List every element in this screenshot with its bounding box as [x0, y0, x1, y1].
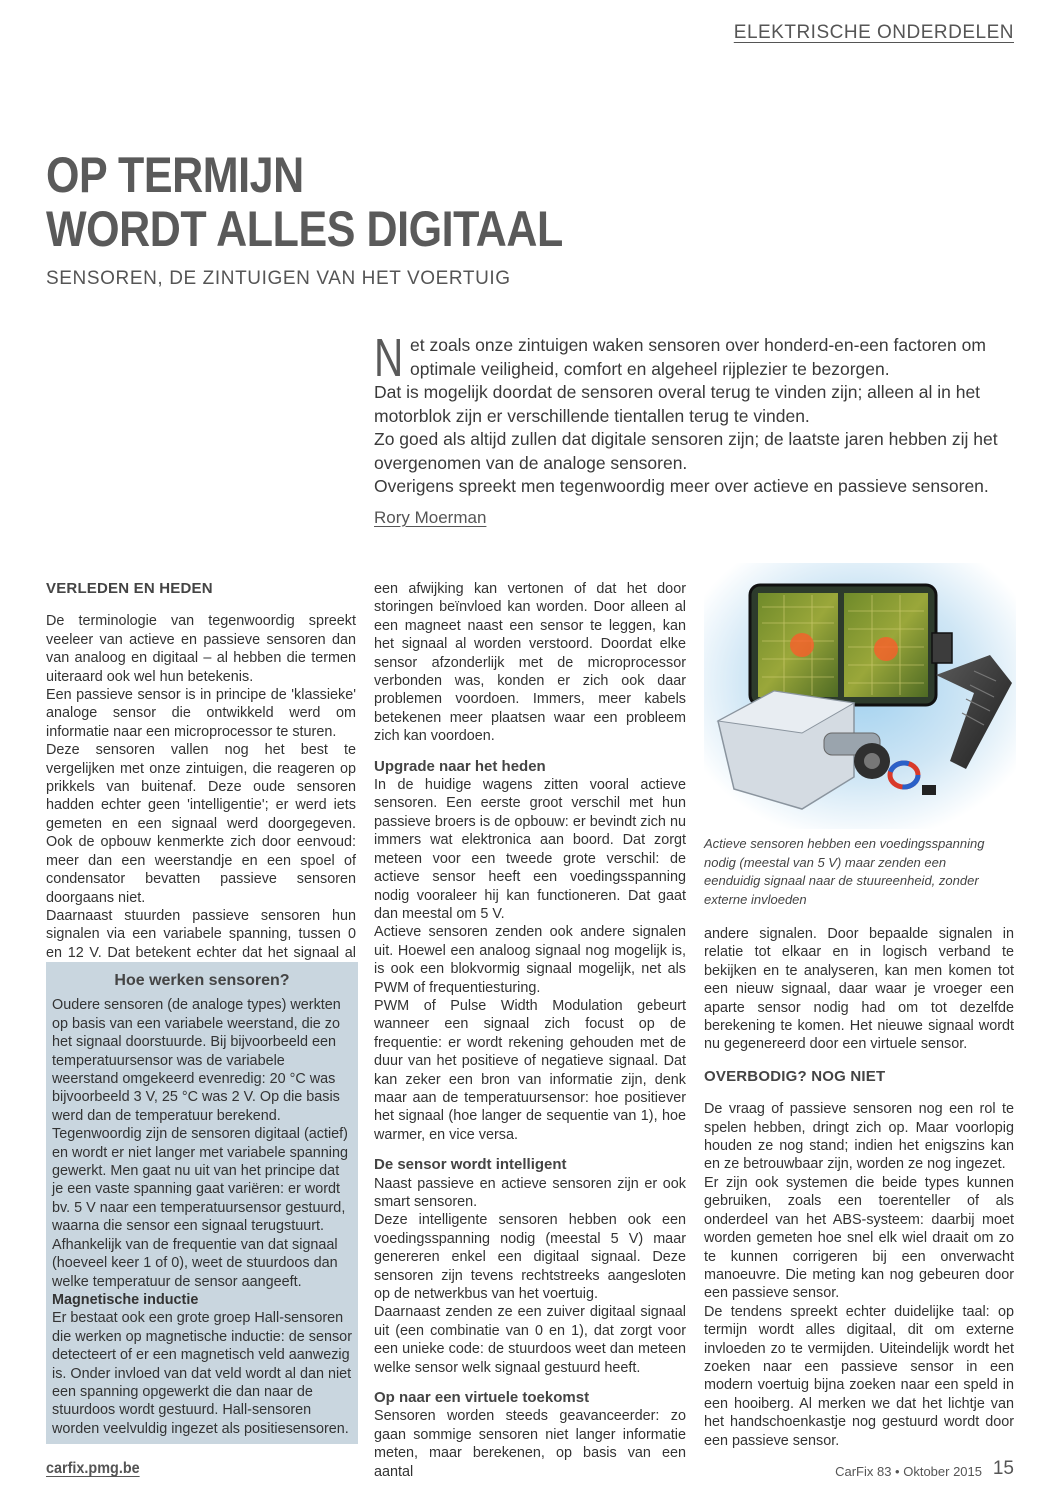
- body-paragraph: In de huidige wagens zitten vooral actieve sensoren. Een eerste groot verschil met hun passieve broers is de opbouw: er bevindt zich nu immers wat elektronica aan boord. Dat zorgt meteen voor een tweede grote verschil: de actieve sensor heeft een voedingsspanning nodig vooraleer hij kan functioneren. Dat gaat dan meestal om 5 V.: [374, 777, 686, 922]
- title-line-2: WORDT ALLES DIGITAAL: [46, 201, 563, 257]
- body-paragraph: Daarnaast zenden ze een zuiver digitaal signaal uit (een combinatie van 0 en 1), dat zorgt voor een unieke code: de stuurdoos weet dan meteen welke sensor welk signaal gestuurd heeft.: [374, 1304, 686, 1376]
- drop-cap: N: [374, 328, 404, 388]
- column-1: [46, 580, 356, 981]
- body-paragraph: Daarnaast stuurden passieve sensoren hun signalen via een variabele spanning, tussen 0 en 12 V. Dat betekent echter dat het signaal al: [46, 907, 356, 961]
- column-3: [704, 925, 1014, 1450]
- body-paragraph: Een passieve sensor is in principe de 'klassieke' analoge sensor die ontwikkeld werd om informatie naar een microprocessor te sturen.: [46, 687, 356, 740]
- article-title: [46, 148, 648, 256]
- page-number: 15: [992, 1458, 1014, 1479]
- circuit-board: [750, 585, 952, 705]
- section-label: ELEKTRISCHE ONDERDELEN: [733, 22, 1014, 43]
- intro-text-1: et zoals onze zintuigen waken sensoren over honderd-en-een factoren om optimale veiligheid, comfort en algeheel rijplezier te bezorgen.: [410, 335, 986, 379]
- body-paragraph: andere signalen. Door bepaalde signalen in relatie tot elkaar en in logisch verband te bekijken en te analyseren, kan men komen tot een nieuw signaal, daar waar je vroeger een aparte sensor nodig had om tot dezelfde berekening te komen. Het nieuwe signaal wordt nu gegenereerd door een virtuele sensor.: [704, 926, 1014, 1053]
- body-paragraph: De vraag of passieve sensoren nog een rol te spelen hebben, dringt zich op. Maar voorlopig houden ze nog stand; indien het enigszins kan en ze betrouwbaar zijn, worden ze nog ingezet.: [704, 1101, 1014, 1173]
- section-heading: OVERBODIG? NOG NIET: [704, 1067, 886, 1085]
- author-name[interactable]: Rory Moerman: [374, 508, 487, 527]
- body-paragraph: Sensoren worden steeds geavanceerder: zo gaan sommige sensoren niet langer informatie meten, maar berekenen, op basis van een aantal: [374, 1408, 686, 1480]
- footer-issue: CarFix 83 • Oktober 2015: [835, 1464, 982, 1479]
- body-paragraph: De terminologie van tegenwoordig spreekt veeleer van actieve en passieve sensoren dan van analoog en digitaal – al hebben die termen uiteraard ook wel hun betekenis.: [46, 613, 356, 685]
- box-paragraph: Er bestaat ook een grote groep Hall-sensoren die werken op magnetische inductie: de sensor detecteert of er een magnetisch veld aanwezig is. Onder invloed van dat veld wordt al dan niet een spanning opgewerkt die dan naar de stuurdoos wordt gestuurd. Hall-sensoren worden veelvuldig ingezet als positiesensoren.: [52, 1310, 352, 1437]
- subheading: Upgrade naar het heden: [374, 757, 546, 775]
- subheading: Op naar een virtuele toekomst: [374, 1389, 590, 1407]
- box-subheading: Magnetische inductie: [52, 1291, 199, 1308]
- article-subtitle: SENSOREN, DE ZINTUIGEN VAN HET VOERTUIG: [46, 268, 511, 289]
- intro-text-3: Zo goed als altijd zullen dat digitale sensoren zijn; de laatste jaren hebben zij het overgenomen van de analoge sensoren.: [374, 429, 998, 473]
- column-2: [374, 580, 686, 1481]
- sidebar-box: [46, 962, 358, 1444]
- section-heading: VERLEDEN EN HEDEN: [46, 580, 213, 597]
- figure-caption: Actieve sensoren hebben een voedingsspanning nodig (meestal van 5 V) maar zenden een eenduidig signaal naar de stuureenheid, zonder externe invloeden: [704, 836, 985, 907]
- box-title: Hoe werken sensoren?: [114, 972, 290, 989]
- body-paragraph: Actieve sensoren zenden ook andere signalen uit. Hoewel een analoog signaal nog mogelijk is, is ook een blokvormig signaal mogelijk, net als PWM of frequentiesturing.: [374, 924, 686, 996]
- footer-website-link[interactable]: carfix.pmg.be: [46, 1460, 140, 1477]
- box-paragraph: Tegenwoordig zijn de sensoren digitaal (actief) en wordt er niet langer met variabele spanning gewerkt. Men gaat nu uit van het principe dat je een vaste spanning gaat variëren: er wordt bv. 5 V naar een temperatuursensor gestuurd, waarna die sensor een signaal terugstuurt. Afhankelijk van de frequentie van dat signaal (hoeveel keer 1 of 0), weet de stuurdoos dan welke temperatuur de sensor aangeeft.: [52, 1126, 348, 1290]
- body-paragraph: PWM of Pulse Width Modulation gebeurt wanneer een signaal zich focust op de frequentie: er wordt rekening gehouden met de duur van het positieve of negatieve signaal. Dat kan zeker een bron van informatie zijn, denk maar aan de temperatuursensor: hoe positiever het signaal (hoe langer de sequentie van 1), hoe warmer, en vice versa.: [374, 997, 686, 1143]
- body-paragraph: Naast passieve en actieve sensoren zijn er ook smart sensoren.: [374, 1175, 686, 1210]
- body-paragraph: een afwijking kan vertonen of dat het door storingen beïnvloed kan worden. Door alleen al een magneet naast een sensor te leggen, kan het signaal al worden verstoord. Doordat elke sensor afzonderlijk met de microprocessor verbonden was, konden er zich ook daar problemen voordoen. Immers, meer kabels betekenen meer plaatsen waar een probleem zich kan voordoen.: [374, 581, 686, 745]
- box-paragraph: Oudere sensoren (de analoge types) werkten op basis van een variabele weerstand, die zo het signaal doorstuurde. Bij bijvoorbeeld een temperatuursensor was de variabele weerstand omgekeerd evenredig: 20 °C was bijvoorbeeld 3 V, 25 °C was 2 V. Op die basis werd dan de temperatuur berekend.: [52, 997, 341, 1124]
- subheading: De sensor wordt intelligent: [374, 1156, 567, 1174]
- intro-paragraph: [374, 328, 1014, 499]
- intro-text-4: Overigens spreekt men tegenwoordig meer over actieve en passieve sensoren.: [374, 476, 989, 496]
- title-line-1: OP TERMIJN: [46, 147, 304, 203]
- body-paragraph: De tendens spreekt echter duidelijke taal: op termijn wordt alles digitaal, dit om externe invloeden zo te vermijden. Uiteindelijk wordt het zoeken naar een passieve sensor in een modern voertuig bijna zoeken naar een speld in een hooiberg. Al merken we dat het lichtje van het handschoenkastje nog gestuurd wordt door een passieve sensor.: [704, 1303, 1014, 1449]
- body-paragraph: Deze intelligente sensoren hebben ook een voedingsspanning nodig (meestal 5 V) maar genereren enkel een digitaal signaal. Deze sensoren zijn tevens rechtstreeks aangesloten op de netwerkbus van het voertuig.: [374, 1212, 686, 1303]
- body-paragraph: Er zijn ook systemen die beide types kunnen gebruiken, zoals een toerenteller of als onderdeel van het ABS-systeem: daarbij moet worden gemeten hoe snel elk wiel draait om zo te kunnen corrigeren bij een onverwacht manoeuvre. Die meting kan nog gebeuren door een passieve sensor.: [704, 1174, 1014, 1302]
- intro-text-2: Dat is mogelijk doordat de sensoren overal terug te vinden zijn; alleen al in het motorblok zijn er verschillende tientallen terug te vinden.: [374, 382, 981, 426]
- sensor-illustration: [704, 563, 1016, 829]
- body-paragraph: Deze sensoren vallen nog het best te vergelijken met onze zintuigen, die reageren op prikkels van buitenaf. Deze oude sensoren hadden echter geen 'intelligentie'; er werd iets gemeten en een signaal werd doorgegeven. Ook de opbouw kenmerkte zich door eenvoud: meer dan een weerstandje en een spoel of condensator bevatten passieve sensoren doorgaans niet.: [46, 742, 356, 906]
